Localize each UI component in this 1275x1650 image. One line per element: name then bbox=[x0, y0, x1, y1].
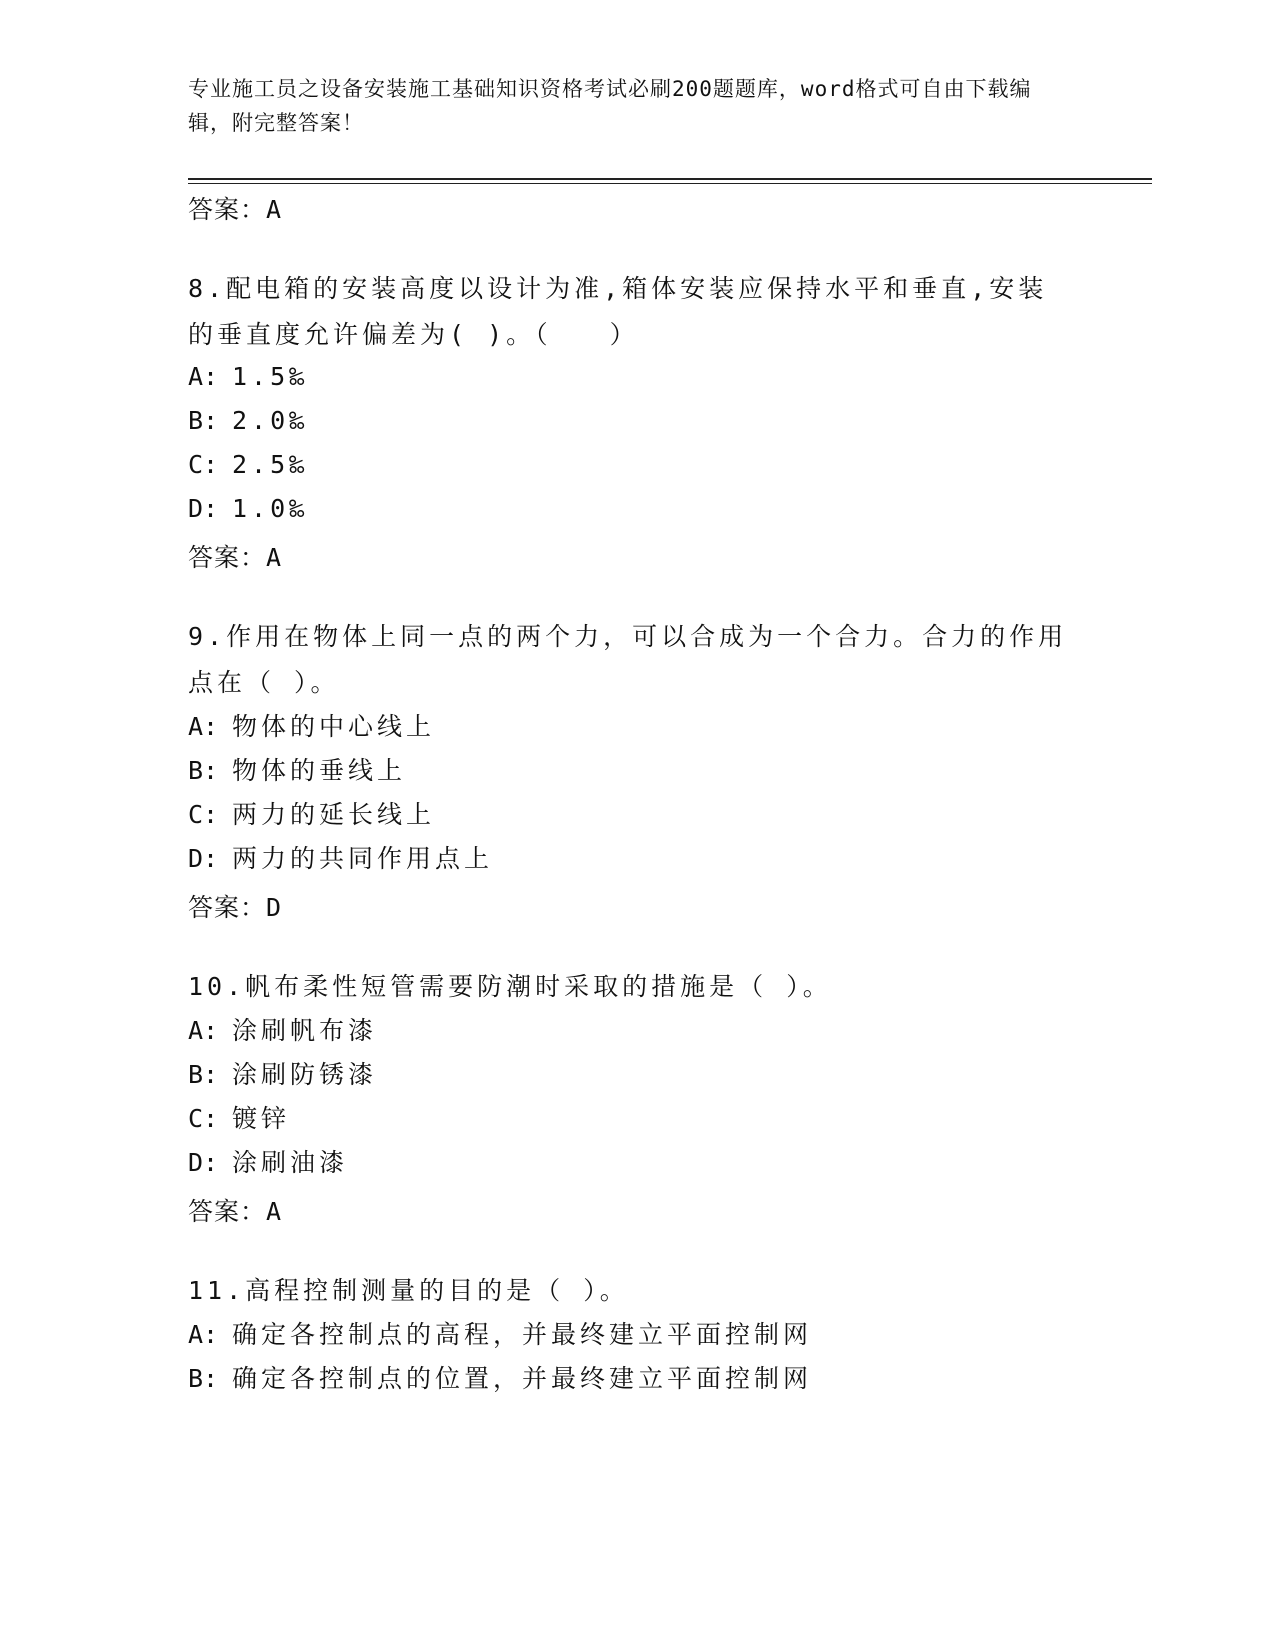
q8-option-a: A: 1.5‰ bbox=[188, 362, 309, 391]
q9-option-c: C: 两力的延长线上 bbox=[188, 800, 436, 829]
q9-option-d: D: 两力的共同作用点上 bbox=[188, 844, 494, 873]
answer-line-prev: 答案：A bbox=[188, 195, 283, 224]
header-rule-thin bbox=[188, 183, 1152, 184]
q10-option-a: A: 涂刷帆布漆 bbox=[188, 1016, 378, 1045]
document-header: 专业施工员之设备安装施工基础知识资格考试必刷200题题库，word格式可自由下载编辑，附完整答案！ bbox=[188, 77, 1032, 135]
q10-answer: 答案：A bbox=[188, 1197, 283, 1226]
q10-option-d: D: 涂刷油漆 bbox=[188, 1148, 349, 1177]
question-8-stem: 8.配电箱的安装高度以设计为准,箱体安装应保持水平和垂直,安装的垂直度允许偏差为( )。（ ） bbox=[188, 274, 1048, 349]
question-11-stem: 11.高程控制测量的目的是（ ）。 bbox=[188, 1276, 629, 1305]
q8-answer: 答案：A bbox=[188, 543, 283, 572]
q10-option-c: C: 镀锌 bbox=[188, 1104, 291, 1133]
header-rule-thick bbox=[188, 178, 1152, 180]
q8-option-b: B: 2.0‰ bbox=[188, 406, 309, 435]
q9-answer: 答案：D bbox=[188, 893, 283, 922]
q11-option-a: A: 确定各控制点的高程，并最终建立平面控制网 bbox=[188, 1320, 813, 1349]
question-9-stem: 9.作用在物体上同一点的两个力，可以合成为一个合力。合力的作用点在（ ）。 bbox=[188, 622, 1068, 697]
q9-option-b: B: 物体的垂线上 bbox=[188, 756, 407, 785]
q8-option-d: D: 1.0‰ bbox=[188, 494, 309, 523]
q10-option-b: B: 涂刷防锈漆 bbox=[188, 1060, 378, 1089]
q11-option-b: B: 确定各控制点的位置，并最终建立平面控制网 bbox=[188, 1364, 813, 1393]
q9-option-a: A: 物体的中心线上 bbox=[188, 712, 436, 741]
q8-option-c: C: 2.5‰ bbox=[188, 450, 309, 479]
question-10-stem: 10.帆布柔性短管需要防潮时采取的措施是（ ）。 bbox=[188, 972, 832, 1001]
